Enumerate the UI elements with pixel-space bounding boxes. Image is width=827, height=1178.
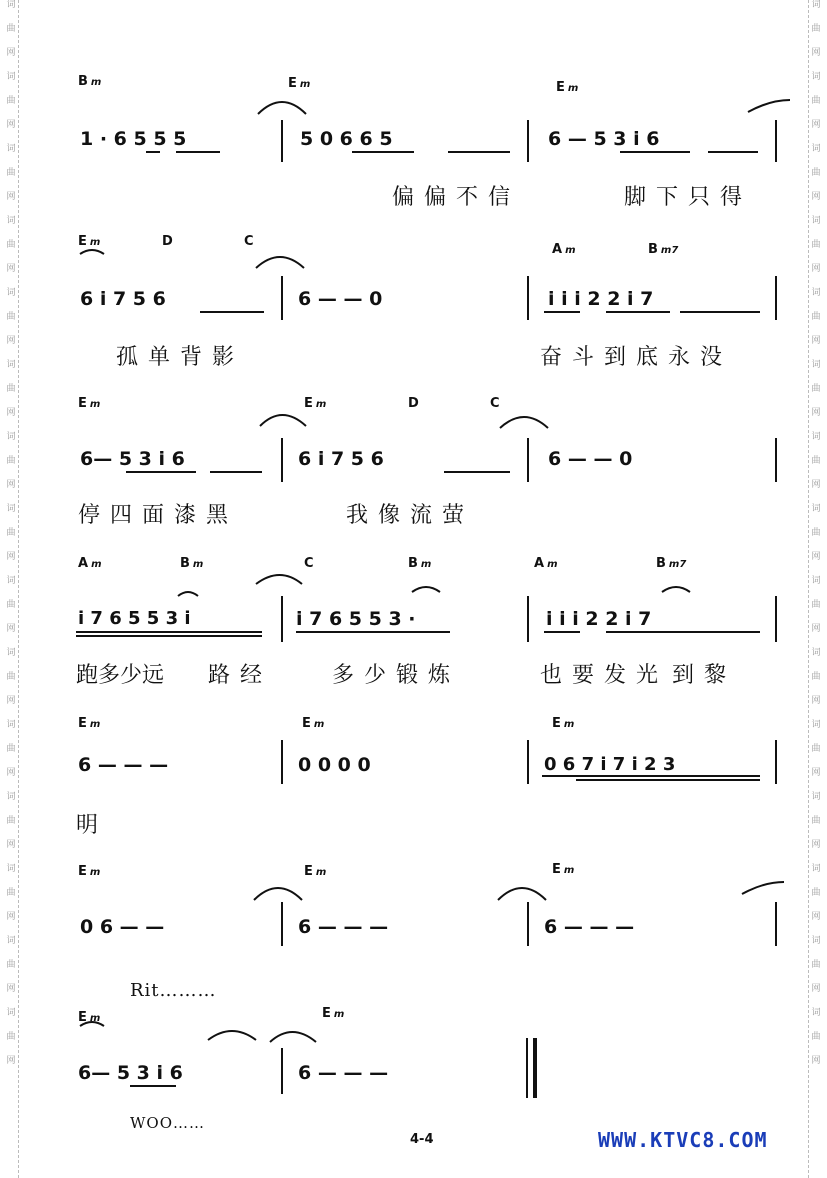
chord-symbol: B m [180,556,204,571]
margin-watermark-char: 词 [811,576,821,586]
lyric-line: 停四面漆黑 [78,503,239,528]
chord-symbol: B m7 [648,242,679,257]
margin-watermark-char: 网 [811,408,821,418]
margin-watermark-char: 曲 [811,24,821,34]
margin-watermark-char: 词 [811,0,821,10]
notation-measure: 0 0 0 0 [298,754,371,776]
margin-watermark-char: 曲 [811,816,821,826]
margin-watermark-char: 曲 [811,888,821,898]
margin-watermark-char: 词 [6,216,16,226]
margin-watermark-char: 网 [811,480,821,490]
margin-watermark-char: 网 [811,120,821,130]
chord-symbol: E m [556,80,579,95]
notation-measure: 6— 5 3 i 6 [80,448,185,470]
margin-watermark-char: 网 [6,192,16,202]
chord-symbol: E m [552,716,575,731]
chord-symbol: E m [78,234,101,249]
lyric-line: 到黎 [672,663,737,688]
margin-watermark-char: 网 [811,1056,821,1066]
chord-symbol: E m [304,396,327,411]
margin-watermark-char: 曲 [6,1032,16,1042]
margin-watermark-char: 网 [6,624,16,634]
lyric-line: 多少锻炼 [332,663,461,688]
notation-measure: 5 0 6 6 5 [300,128,393,150]
tie-marks [0,392,827,512]
margin-watermark-char: 词 [6,360,16,370]
margin-watermark-char: 词 [6,576,16,586]
margin-watermark-char: 网 [6,336,16,346]
margin-watermark-char: 曲 [6,384,16,394]
margin-watermark-char: 曲 [6,168,16,178]
chord-symbol: D [162,234,173,249]
chord-symbol: E m [78,396,101,411]
margin-watermark-char: 曲 [6,744,16,754]
notation-measure: i i i 2 2 i 7 [548,288,654,310]
margin-watermark-char: 网 [6,552,16,562]
margin-watermark-char: 曲 [811,96,821,106]
tie-marks [0,552,827,672]
chord-symbol: C [244,234,254,249]
page-number: 4-4 [410,1132,434,1147]
margin-watermark-char: 网 [811,264,821,274]
margin-watermark-char: 曲 [6,96,16,106]
margin-watermark-char: 词 [811,792,821,802]
notation-measure: i 7 6 5 5 3 · [296,608,416,630]
chord-symbol: B m [78,74,102,89]
notation-measure: 0 6 7 i 7 i 2 3 [544,754,676,775]
tie-marks [0,70,827,190]
notation-measure: 1 · 6 5 5 5 [80,128,187,150]
margin-watermark-char: 词 [811,216,821,226]
notation-measure: 0 6 — — [80,916,165,938]
chord-symbol: B m7 [656,556,687,571]
notation-measure: i 7 6 5 5 3 i [78,608,191,629]
margin-watermark-char: 曲 [6,816,16,826]
margin-watermark-char: 词 [811,720,821,730]
margin-watermark-char: 曲 [811,744,821,754]
tempo-marking: Rit……… [130,980,217,1001]
chord-symbol: E m [78,716,101,731]
margin-watermark-char: 网 [6,480,16,490]
margin-watermark-char: 词 [6,720,16,730]
margin-watermark-char: 词 [811,288,821,298]
margin-watermark-char: 词 [811,360,821,370]
margin-watermark-char: 曲 [811,240,821,250]
site-watermark: WWW.KTVC8.COM [598,1128,768,1152]
margin-watermark-char: 曲 [6,528,16,538]
margin-watermark-char: 曲 [811,312,821,322]
margin-watermark-char: 词 [811,648,821,658]
margin-watermark-char: 曲 [811,168,821,178]
lyric-line: 孤单背影 [116,345,245,370]
notation-measure: 6 — — 0 [298,288,383,310]
margin-watermark-char: 词 [6,648,16,658]
lyric-line: 路经 [208,663,273,688]
margin-watermark-char: 网 [6,768,16,778]
margin-watermark-char: 曲 [6,960,16,970]
margin-watermark-char: 曲 [6,456,16,466]
lyric-line: 我像流萤 [346,503,475,528]
margin-watermark-char: 网 [6,840,16,850]
margin-watermark-char: 曲 [811,1032,821,1042]
tie-marks [0,712,827,832]
chord-symbol: A m [552,242,576,257]
margin-watermark-char: 曲 [811,672,821,682]
notation-measure: 6 — — — [298,916,389,938]
chord-symbol: E m [302,716,325,731]
margin-watermark-char: 网 [811,840,821,850]
notation-measure: 6 — — — [298,1062,389,1084]
margin-watermark-char: 曲 [811,600,821,610]
chord-symbol: E m [78,1010,101,1025]
lyric-line: 跑多少远 [76,663,165,688]
chord-symbol: E m [288,76,311,91]
lyric-line: 明 [76,813,109,838]
margin-watermark-char: 词 [811,864,821,874]
margin-watermark-char: 曲 [811,384,821,394]
margin-watermark-char: 网 [6,48,16,58]
chord-symbol: A m [534,556,558,571]
notation-measure: 6 — — — [544,916,635,938]
chord-symbol: C [490,396,500,411]
chord-symbol: C [304,556,314,571]
margin-watermark-char: 词 [811,504,821,514]
margin-watermark-char: 网 [6,120,16,130]
margin-watermark-char: 网 [811,984,821,994]
notation-measure: i i i 2 2 i 7 [546,608,652,630]
margin-watermark-char: 网 [6,1056,16,1066]
margin-watermark-char: 网 [6,984,16,994]
margin-watermark-char: 词 [811,1008,821,1018]
chord-symbol: E m [552,862,575,877]
chord-symbol: A m [78,556,102,571]
margin-watermark-char: 曲 [6,240,16,250]
margin-watermark-char: 词 [6,432,16,442]
chord-symbol: B m [408,556,432,571]
margin-watermark-char: 词 [6,72,16,82]
margin-watermark-char: 网 [811,336,821,346]
tie-marks [0,1006,827,1126]
notation-measure: 6 — — 0 [548,448,633,470]
lyric-line: 也要发光 [540,663,669,688]
margin-watermark-char: 词 [6,0,16,10]
lyric-line: 奋斗到底永没 [540,345,733,370]
margin-watermark-char: 网 [811,912,821,922]
chord-symbol: E m [322,1006,345,1021]
chord-symbol: D [408,396,419,411]
margin-watermark-char: 曲 [811,960,821,970]
margin-watermark-char: 网 [811,696,821,706]
margin-watermark-char: 网 [811,552,821,562]
margin-watermark-char: 词 [6,864,16,874]
margin-watermark-char: 网 [811,624,821,634]
margin-watermark-char: 词 [811,936,821,946]
margin-watermark-char: 词 [811,72,821,82]
margin-watermark-char: 网 [6,696,16,706]
lyric-line: 偏偏不信 [392,185,521,210]
margin-watermark-char: 网 [6,264,16,274]
margin-watermark-char: 网 [811,192,821,202]
margin-watermark-char: 词 [811,144,821,154]
notation-measure: 6— 5 3 i 6 [78,1062,183,1084]
margin-watermark-char: 曲 [6,888,16,898]
tie-marks [0,232,827,352]
margin-watermark-char: 网 [811,48,821,58]
lyric-line: 脚下只得 [624,185,753,210]
margin-watermark-char: 曲 [6,24,16,34]
lyric-line: WOO…… [130,1114,206,1132]
margin-watermark-char: 词 [6,792,16,802]
notation-measure: 6 — — — [78,754,169,776]
margin-watermark-char: 词 [6,504,16,514]
margin-watermark-char: 曲 [811,528,821,538]
margin-watermark-char: 曲 [6,672,16,682]
margin-watermark-char: 词 [811,432,821,442]
chord-symbol: E m [78,864,101,879]
margin-watermark-char: 网 [6,912,16,922]
margin-watermark-char: 词 [6,288,16,298]
margin-watermark-char: 网 [6,408,16,418]
margin-watermark-char: 网 [811,768,821,778]
chord-symbol: E m [304,864,327,879]
margin-watermark-char: 词 [6,936,16,946]
notation-measure: 6 i 7 5 6 [80,288,166,310]
margin-watermark-char: 词 [6,144,16,154]
tie-marks [0,860,827,980]
margin-watermark-char: 曲 [6,600,16,610]
margin-watermark-char: 曲 [811,456,821,466]
notation-measure: 6 i 7 5 6 [298,448,384,470]
notation-measure: 6 — 5 3 i 6 [548,128,660,150]
margin-watermark-char: 曲 [6,312,16,322]
margin-watermark-char: 词 [6,1008,16,1018]
